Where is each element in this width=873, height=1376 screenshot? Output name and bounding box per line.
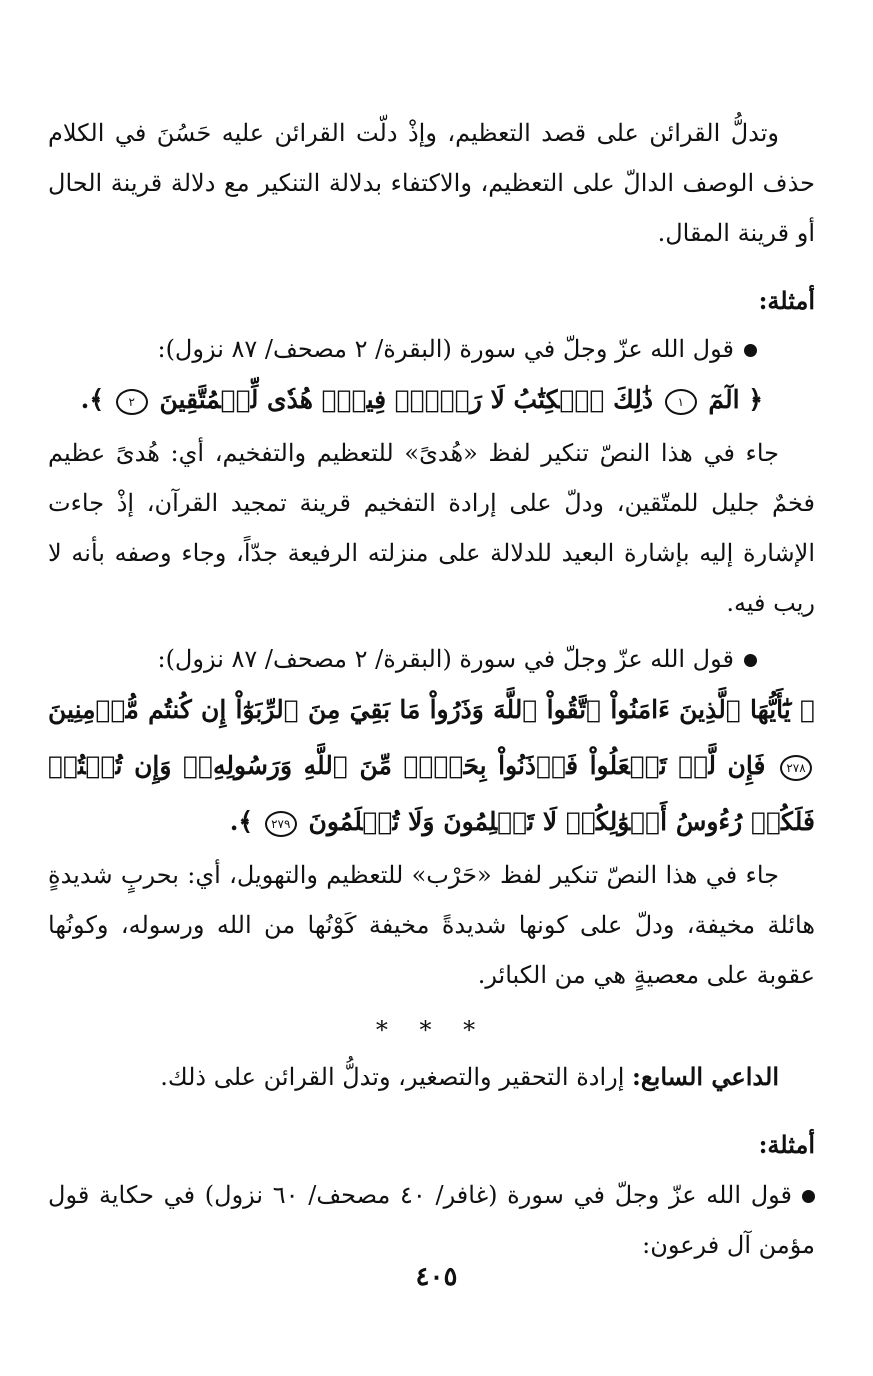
- ornate-bracket-close: ﴾.: [80, 385, 105, 414]
- section-7-text: إرادة التحقير والتصغير، وتدلُّ القرائن على ذلك.: [160, 1063, 625, 1091]
- verse-text-a: يَٰٓأَيُّهَا ٱلَّذِينَ ءَامَنُواْ ٱتَّقُواْ ٱللَّهَ وَذَرُواْ مَا بَقِيَ مِنَ ٱلرِّبَوٰٓاْ إِن كُنتُم مُّؤۡمِنِينَ: [48, 695, 791, 724]
- example-2-commentary: جاء في هذا النصّ تنكير لفظ «حَرْب» للتعظيم والتهويل، أي: بحربٍ شديدةٍ هائلة مخيفة، ودلّ على كونها شديدةً مخيفة كَوْنُها من الله ورسوله، وكونُها عقوبة على معصيةٍ هي من الكبائر.: [48, 861, 815, 989]
- section-7-line: [48, 1052, 815, 1102]
- verse-number-icon: ١: [665, 389, 697, 415]
- ornate-bracket-open: ﴿: [799, 695, 815, 724]
- example-2-intro: [48, 636, 815, 682]
- example-2-quran-verse: [48, 682, 815, 850]
- example-1-intro-text: قول الله عزّ وجلّ في سورة (البقرة/ ٢ مصحف/ ٨٧ نزول):: [157, 335, 734, 363]
- ornate-bracket-open: ﴿: [748, 385, 763, 414]
- bullet-icon: [744, 654, 757, 667]
- example-1-intro: [48, 326, 815, 372]
- verse-text-a: الٓمٓ: [708, 385, 740, 414]
- verse-number-icon: ٢: [116, 389, 148, 415]
- example-2-intro-text: قول الله عزّ وجلّ في سورة (البقرة/ ٢ مصحف/ ٨٧ نزول):: [157, 645, 734, 673]
- example-3-intro: [48, 1170, 815, 1270]
- examples-heading-1: أمثلة:: [758, 286, 815, 315]
- verse-number-icon: ٢٧٨: [780, 755, 812, 781]
- verse-text-b: ذَٰلِكَ ٱلۡكِتَٰبُ لَا رَيۡبَۛ فِيهِۛ هُدٗى لِّلۡمُتَّقِينَ: [159, 385, 653, 414]
- intro-paragraph: وتدلُّ القرائن على قصد التعظيم، وإذْ دلّت القرائن عليه حَسُنَ في الكلام حذف الوصف الدالّ على التعظيم، والاكتفاء بدلالة التنكير مع دلالة قرينة الحال أو قرينة المقال.: [48, 119, 815, 247]
- example-1-commentary: جاء في هذا النصّ تنكير لفظ «هُدىً» للتعظيم والتفخيم، أي: هُدىً عظيم فخمٌ جليل للمتّقين، ودلّ على إرادة التفخيم قرينة تمجيد القرآن، إذْ جاءت الإشارة إليه بإشارة البعيد للدلالة على منزلته الرفيعة جدّاً، وجاء وصفه بأنه لا ريب فيه.: [48, 439, 815, 617]
- verse-number-icon: ٢٧٩: [265, 811, 297, 837]
- page-number: ٤٠٥: [415, 1262, 458, 1292]
- example-1-quran-verse: [48, 372, 815, 428]
- examples-heading-2: أمثلة:: [758, 1130, 815, 1159]
- bullet-icon: [802, 1190, 815, 1203]
- section-7-title: الداعي السابع:: [632, 1062, 779, 1091]
- verse-text-b: فَإِن لَّمۡ تَفۡعَلُواْ فَأۡذَنُواْ بِحَرۡبٖ مِّنَ ٱللَّهِ وَرَسُولِهِۦۖ وَإِن تُبۡتُمۡ فَلَكُمۡ رُءُوسُ أَمۡوَٰلِكُمۡ لَا تَظۡلِمُونَ وَلَا تُظۡلَمُونَ: [48, 751, 815, 836]
- example-3-intro-text: قول الله عزّ وجلّ في سورة (غافر/ ٤٠ مصحف/ ٦٠ نزول) في حكاية قول مؤمن آل فرعون:: [48, 1181, 815, 1259]
- ornate-bracket-close: ﴾.: [229, 807, 254, 836]
- section-divider-stars: * * *: [375, 1016, 488, 1044]
- bullet-icon: [744, 344, 757, 357]
